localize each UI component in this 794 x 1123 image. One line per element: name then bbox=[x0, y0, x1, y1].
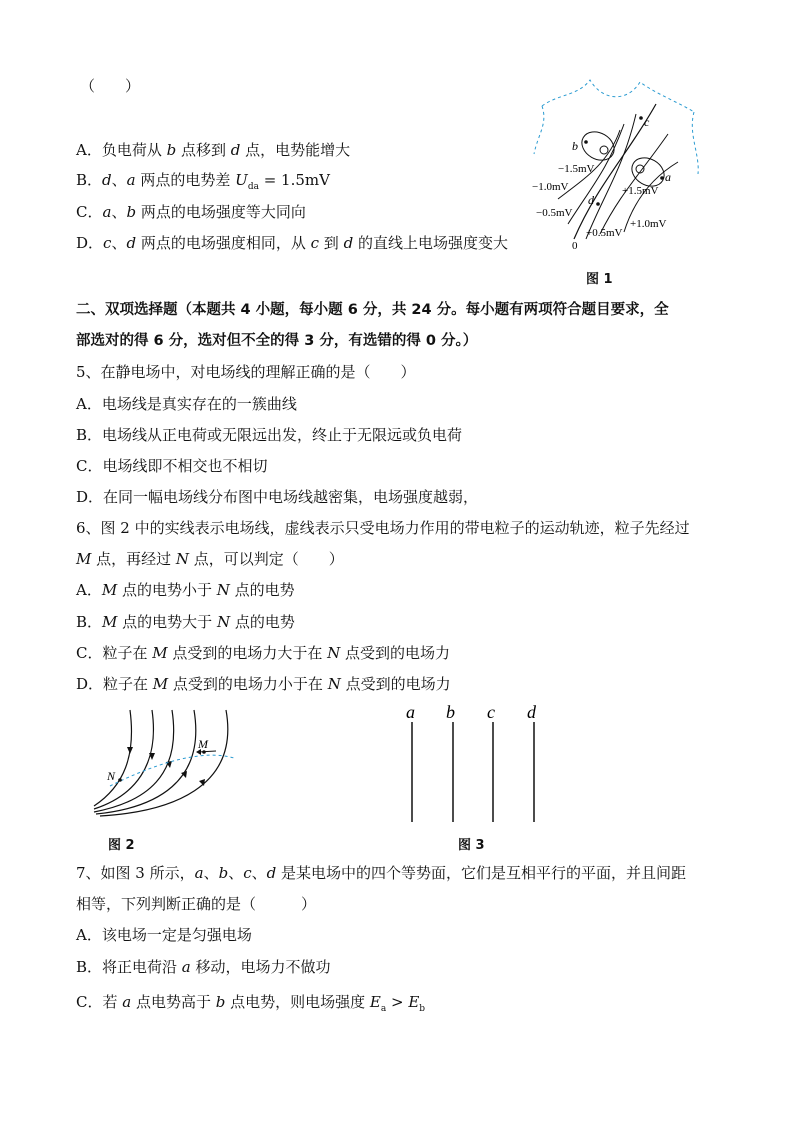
fig1-point-a bbox=[660, 176, 664, 180]
q5-stem: 5、在静电场中，对电场线的理解正确的是（ ） bbox=[76, 363, 416, 381]
q6-option-c: C．粒子在 M 点受到的电场力大于在 N 点受到的电场力 bbox=[76, 644, 451, 662]
q7-option-a: A．该电场一定是匀强电场 bbox=[76, 926, 252, 944]
figure-1-diagram bbox=[528, 74, 708, 254]
fig2-point-n bbox=[118, 778, 122, 782]
fig1-label-b: b bbox=[572, 139, 578, 153]
fig1-point-d bbox=[596, 202, 600, 206]
q7-stem-line2: 相等，下列判断正确的是（ ） bbox=[76, 895, 317, 913]
figure-3-diagram bbox=[400, 698, 550, 828]
q6-option-d: D．粒子在 M 点受到的电场力小于在 N 点受到的电场力 bbox=[76, 675, 451, 693]
section-2-heading-line1: 二、双项选择题（本题共 4 小题，每小题 6 分，共 24 分。每小题有两项符合题目要求，全 bbox=[76, 302, 669, 318]
fig1-label-m05: −0.5mV bbox=[536, 207, 573, 219]
section-2-heading-line2: 部选对的得 6 分，选对但不全的得 3 分，有选错的得 0 分。） bbox=[76, 333, 478, 349]
q5-option-c: C．电场线即不相交也不相切 bbox=[76, 457, 268, 475]
q4-bracket: （ ） bbox=[80, 77, 141, 95]
fig1-label-p05: +0.5mV bbox=[586, 227, 623, 239]
q6-stem-line2: M 点，再经过 N 点，可以判定（ ） bbox=[76, 550, 344, 568]
q5-option-b: B．电场线从正电荷或无限远出发，终止于无限远或负电荷 bbox=[76, 426, 463, 444]
fig2-field-line bbox=[94, 710, 153, 809]
fig1-point-b bbox=[584, 140, 588, 144]
q5-option-d: D．在同一幅电场线分布图中电场线越密集，电场强度越弱， bbox=[76, 488, 479, 506]
q4-option-c: C．a、b 两点的电场强度等大同向 bbox=[76, 203, 306, 221]
fig1-label-c: c bbox=[644, 115, 650, 129]
fig3-label-b: b bbox=[446, 702, 455, 722]
fig1-dashed-right bbox=[692, 112, 698, 174]
fig1-dashed-left bbox=[534, 106, 544, 154]
fig1-dashed-top bbox=[542, 80, 694, 112]
fig1-label-p10: +1.0mV bbox=[630, 218, 667, 230]
fig3-label-c: c bbox=[487, 702, 495, 722]
q4-option-b: B．d、a 两点的电势差 $U_{da} = 1.5mV$ bbox=[76, 171, 330, 192]
fig2-label-m: M bbox=[198, 737, 208, 751]
fig3-label-a: a bbox=[406, 702, 415, 722]
figure-2-caption: 图 2 bbox=[108, 838, 135, 853]
q6-option-a: A．M 点的电势小于 N 点的电势 bbox=[76, 581, 295, 599]
fig3-label-d: d bbox=[527, 702, 536, 722]
q4-option-d: D．c、d 两点的电场强度相同，从 c 到 d 的直线上电场强度变大 bbox=[76, 234, 508, 252]
q7-option-b: B．将正电荷沿 a 移动，电场力不做功 bbox=[76, 958, 331, 976]
q6-option-b: B．M 点的电势大于 N 点的电势 bbox=[76, 613, 295, 631]
fig1-label-m10: −1.0mV bbox=[532, 181, 569, 193]
fig2-field-line bbox=[100, 710, 228, 816]
fig1-label-d: d bbox=[588, 193, 594, 207]
fig1-label-m15: −1.5mV bbox=[558, 163, 595, 175]
q7-option-c: C．若 a 点电势高于 b 点电势，则电场强度 $E_a > E_b$ bbox=[76, 993, 426, 1014]
fig1-charge-b bbox=[600, 146, 608, 154]
q5-option-a: A．电场线是真实存在的一簇曲线 bbox=[76, 395, 297, 413]
fig2-arrow bbox=[127, 747, 133, 754]
fig1-label-zero: 0 bbox=[572, 240, 578, 252]
fig1-point-c bbox=[639, 116, 643, 120]
figure-2-diagram bbox=[90, 706, 250, 816]
q6-stem-line1: 6、图 2 中的实线表示电场线，虚线表示只受电场力作用的带电粒子的运动轨迹，粒子先经过 bbox=[76, 519, 690, 537]
fig2-label-n: N bbox=[107, 769, 116, 783]
fig1-label-a: a bbox=[665, 170, 671, 184]
fig1-label-p15: +1.5mV bbox=[622, 185, 659, 197]
q4-option-a: A．负电荷从 b 点移到 d 点，电势能增大 bbox=[76, 141, 351, 159]
figure-3-caption: 图 3 bbox=[458, 838, 485, 853]
q7-stem-line1: 7、如图 3 所示，a、b、c、d 是某电场中的四个等势面，它们是互相平行的平面，并且间距 bbox=[76, 864, 687, 882]
figure-1-caption: 图 1 bbox=[586, 272, 613, 287]
